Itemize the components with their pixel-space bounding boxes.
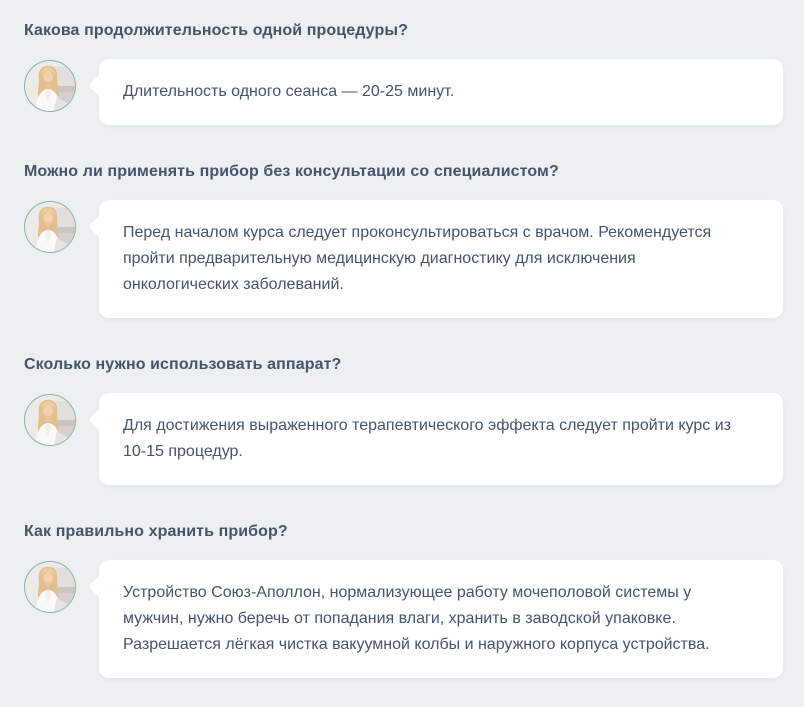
faq-question: Как правильно хранить прибор? <box>24 523 288 540</box>
doctor-photo <box>25 202 75 252</box>
bubble-tail-icon <box>88 73 112 97</box>
answer-bubble <box>99 200 783 318</box>
doctor-photo <box>25 395 75 445</box>
answer-row <box>24 200 783 318</box>
faq-question: Сколько нужно использовать аппарат? <box>24 356 342 373</box>
faq-answer: Перед началом курса следует проконсультироваться с врачом. Рекомендуется пройти предварительную медицинскую диагностику для исключения онкологических заболеваний. <box>123 224 712 293</box>
faq-question: Какова продолжительность одной процедуры? <box>24 22 408 39</box>
doctor-avatar <box>24 561 76 613</box>
doctor-avatar <box>24 60 76 112</box>
answer-bubble <box>99 560 783 678</box>
faq-item <box>24 22 783 125</box>
doctor-photo <box>25 562 75 612</box>
faq-answer: Устройство Союз-Аполлон, нормализующее работу мочеполовой системы у мужчин, нужно беречь от попадания влаги, хранить в заводской упаковке. Разрешается лёгкая чистка вакуумной колбы и наружного корпуса устройства. <box>123 584 710 653</box>
answer-row <box>24 59 783 125</box>
answer-bubble <box>99 59 783 125</box>
faq-item <box>24 523 783 678</box>
faq-question: Можно ли применять прибор без консультации со специалистом? <box>24 163 559 180</box>
doctor-avatar <box>24 394 76 446</box>
doctor-avatar <box>24 201 76 253</box>
faq-item <box>24 163 783 318</box>
faq-item <box>24 356 783 485</box>
answer-row <box>24 560 783 678</box>
faq-answer: Длительность одного сеанса — 20-25 минут. <box>123 83 455 100</box>
bubble-tail-icon <box>88 214 112 238</box>
answer-bubble <box>99 393 783 485</box>
faq-answer: Для достижения выраженного терапевтического эффекта следует пройти курс из 10-15 процедур. <box>123 417 731 460</box>
bubble-tail-icon <box>88 574 112 598</box>
answer-row <box>24 393 783 485</box>
bubble-tail-icon <box>88 407 112 431</box>
doctor-photo <box>25 61 75 111</box>
